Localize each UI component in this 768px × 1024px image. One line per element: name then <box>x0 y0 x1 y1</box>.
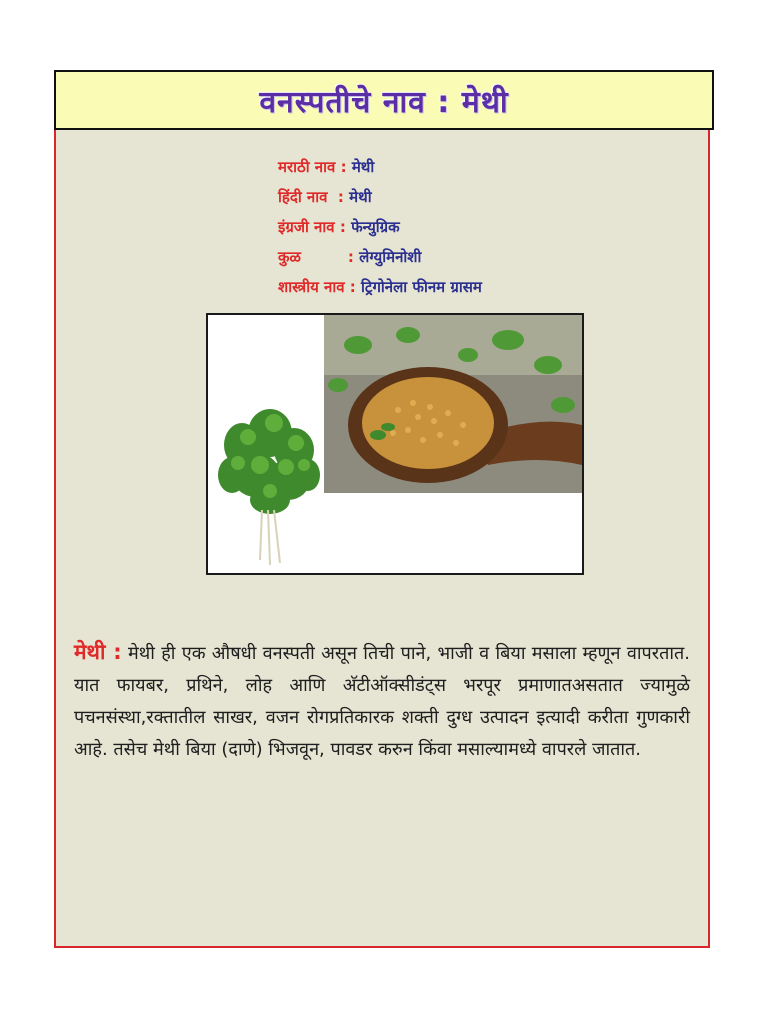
info-label: हिंदी नाव : <box>278 188 344 206</box>
title-bar <box>54 70 714 130</box>
info-value: फेन्युग्रिक <box>351 218 400 236</box>
description-text: मेथी ही एक औषधी वनस्पती असून तिची पाने, भाजी व बिया मसाला म्हणून वापरतात. यात फायबर, प्रथिने, लोह आणि अ‍ॅटीऑक्सीडंट्स भरपूर प्रमाणातअसतात ज्यामुळे पचनसंस्था,रक्तातील साखर, वजन रोगप्रतिकारक शक्ती दुग्ध उत्पादन इत्यादी करीता गुणकारी आहे. तसेच मेथी बिया (दाणे) भिजवून, पावडर करुन किंवा मसाल्यामध्ये वापरले जातात. <box>74 643 690 760</box>
info-value: ट्रिगोनेला फीनम ग्रासम <box>361 278 482 296</box>
fenugreek-leaves-bunch-image <box>208 315 324 573</box>
info-label: कुळ : <box>278 248 354 266</box>
info-row-marathi <box>278 152 482 182</box>
info-value: मेथी <box>351 158 375 176</box>
page-title: वनस्पतीचे नाव : मेथी <box>259 84 509 120</box>
info-row-english <box>278 212 482 242</box>
description-paragraph <box>74 636 690 766</box>
photo-frame <box>206 313 584 575</box>
fenugreek-photos <box>208 315 582 573</box>
info-value: मेथी <box>349 188 372 206</box>
info-label: शास्त्रीय नाव : <box>278 278 356 296</box>
info-row-scientific <box>278 272 482 302</box>
info-label: इंग्रजी नाव : <box>278 218 346 236</box>
info-label: मराठी नाव : <box>278 158 347 176</box>
info-row-family <box>278 242 482 272</box>
plant-info-list <box>278 152 482 302</box>
description-heading: मेथी : <box>74 640 122 664</box>
info-row-hindi <box>278 182 482 212</box>
fenugreek-seeds-spoon-image <box>324 315 582 573</box>
info-value: लेग्युमिनोशी <box>359 248 422 266</box>
plant-card <box>54 70 710 948</box>
